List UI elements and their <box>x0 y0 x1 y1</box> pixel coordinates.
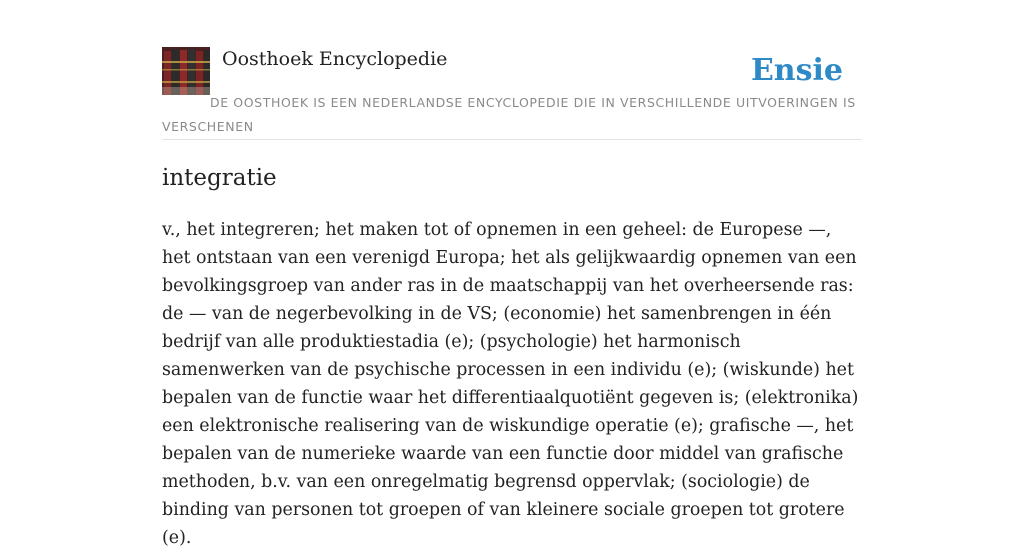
brand-logo[interactable]: Ensie <box>750 53 843 88</box>
entry-body: v., het integreren; het maken tot of opnemen in een geheel: de Europese —, het ontstaan van een verenigd Europa; het als gelijkwaardig opnemen van een bevolkingsgroep van ander ras in de maatschappij van het overheersende ras: de — van de negerbevolking in de VS; (economie) het samenbrengen in één bedrijf van alle produktiestadia (e); (psychologie) het harmonisch samenwerken van de psychische processen in een individu (e); (wiskunde) het bepalen van de functie waar het differentiaalquotiënt gegeven is; (elektronika) een elektronische realisering van de wiskundige operatie (e); grafische —, het bepalen van de numerieke waarde van een functie door middel van grafische methoden, b.v. van een onregelmatig begrensd oppervlak; (sociologie) de binding van personen tot groepen of van kleinere sociale groepen tot grotere (e). <box>162 220 859 548</box>
site-title[interactable]: Oosthoek Encyclopedie <box>222 48 448 70</box>
entry-title: integratie <box>162 165 277 191</box>
book-spines-icon <box>162 47 210 95</box>
avatar[interactable] <box>162 47 210 95</box>
site-header <box>162 46 862 140</box>
site-tagline: DE OOSTHOEK IS EEN NEDERLANDSE ENCYCLOPEDIE DIE IN VERSCHILLENDE UITVOERINGEN IS VERSCHENEN <box>162 95 856 134</box>
